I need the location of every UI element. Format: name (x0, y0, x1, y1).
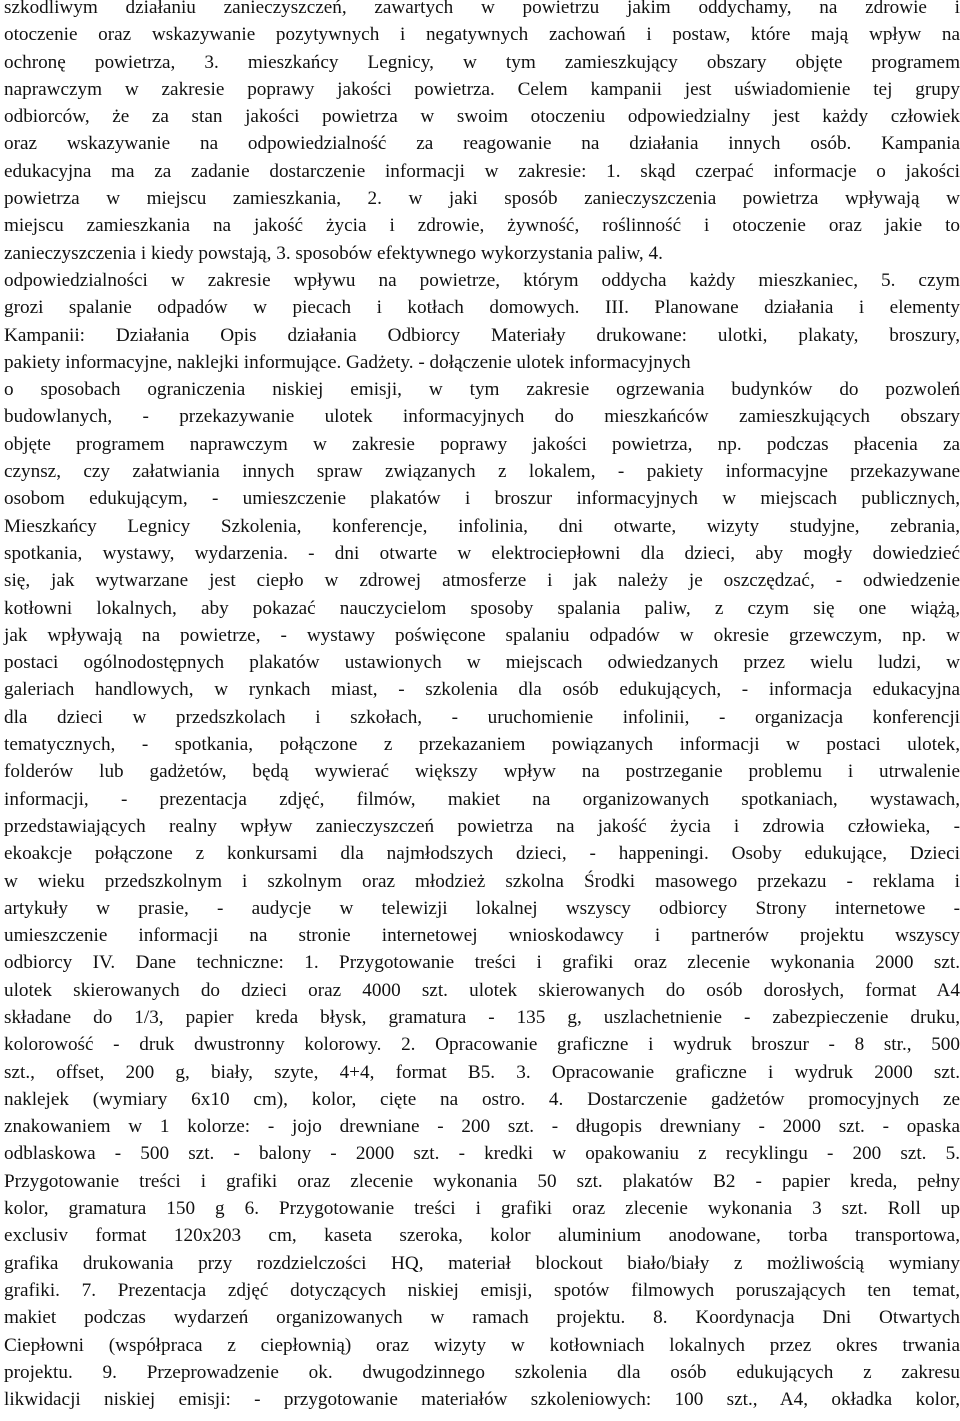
text-line: postaci ogólnodostępnych plakatów ustawionych w miejscach odwiedzanych przez wielu ludzi, w (4, 652, 960, 674)
text-line: budowlanych, - przekazywanie ulotek informacyjnych do mieszkańców zamieszkujących obszary (4, 406, 960, 428)
text-line: otoczenie oraz wskazywanie pozytywnych i negatywnych zachowań i postaw, które mają wpływ na (4, 24, 960, 46)
text-line: zanieczyszczenia i kiedy powstają, 3. sposobów efektywnego wykorzystania paliw, 4. (4, 242, 663, 264)
text-line: oraz wskazywanie na odpowiedzialność za reagowanie na działania innych osób. Kampania (4, 133, 960, 155)
text-line: edukacyjna ma za zadanie dostarczenie informacji w zakresie: 1. skąd czerpać informacje o jakości (4, 160, 960, 182)
text-line: Mieszkańcy Legnicy Szkolenia, konferencje, infolinia, dni otwarte, wizyty studyjne, zebrania, (4, 515, 960, 537)
text-line: odblaskowa - 500 szt. - balony - 2000 szt. - kredki w opakowaniu z recyklingu - 200 szt. 5. (4, 1143, 960, 1165)
text-line: się, jak wytwarzane jest ciepło w zdrowej atmosferze i jak należy je oszczędzać, - odwiedzenie (4, 570, 960, 592)
text-line: osobom edukującym, - umieszczenie plakatów i broszur informacyjnych w miejscach publicznych, (4, 488, 960, 510)
text-line: o sposobach ograniczenia niskiej emisji, w tym zakresie ogrzewania budynków do pozwoleń (4, 379, 960, 401)
text-line: powietrza w miejscu zamieszkania, 2. w jaki sposób zanieczyszczenia powietrza wpływają w (4, 188, 960, 210)
text-line: szkodliwym działaniu zanieczyszczeń, zawartych w powietrzu jakim oddychamy, na zdrowie i (4, 0, 960, 18)
text-line: naprawczym w zakresie poprawy jakości powietrza. Celem kampanii jest uświadomienie tej grupy (4, 78, 960, 100)
text-line: miejscu zamieszkania na jakość życia i zdrowie, żywność, roślinność i otoczenie oraz jakie to (4, 215, 960, 237)
text-line: informacji, - prezentacja zdjęć, filmów, makiet na organizowanych spotkaniach, wystawach, (4, 788, 960, 810)
text-line: szt., offset, 200 g, biały, szyte, 4+4, format B5. 3. Opracowanie graficzne i wydruk 2000 szt. (4, 1061, 960, 1083)
text-line: Kampanii: Działania Opis działania Odbiorcy Materiały drukowane: ulotki, plakaty, broszury, (4, 324, 960, 346)
text-line: ekoakcje połączone z konkursami dla najmłodszych dzieci, - happeningi. Osoby edukujące, Dzieci (4, 843, 960, 865)
text-line: przedstawiających realny wpływ zanieczyszczeń powietrza na jakość życia i zdrowia człowieka, - (4, 815, 960, 837)
text-line: folderów lub gadżetów, będą wywierać większy wpływ na postrzeganie problemu i utrwalenie (4, 761, 960, 783)
text-line: naklejek (wymiary 6x10 cm), kolor, cięte na ostro. 4. Dostarczenie gadżetów promocyjnych ze (4, 1088, 960, 1110)
text-line: ochronę powietrza, 3. mieszkańcy Legnicy, w tym zamieszkujący obszary objęte programem (4, 51, 960, 73)
text-line: znakowaniem w 1 kolorze: - jojo drewniane - 200 szt. - długopis drewniany - 2000 szt. - opaska (4, 1116, 960, 1138)
text-line: grozi spalanie odpadów w piecach i kotłach domowych. III. Planowane działania i elementy (4, 297, 960, 319)
text-line: objęte programem naprawczym w zakresie poprawy jakości powietrza, np. podczas płacenia za (4, 433, 960, 455)
text-line: galeriach handlowych, w rynkach miast, - szkolenia dla osób edukujących, - informacja edukacyjna (4, 679, 960, 701)
text-line: makiet podczas wydarzeń organizowanych w ramach projektu. 8. Koordynacja Dni Otwartych (4, 1307, 960, 1329)
text-line: exclusiv format 120x203 cm, kaseta szeroka, kolor aluminium anodowane, torba transportowa, (4, 1225, 960, 1247)
text-line: odpowiedzialności w zakresie wpływu na powietrze, którym oddycha każdy mieszkaniec, 5. czym (4, 269, 960, 291)
text-line: odbiorców, że za stan jakości powietrza w swoim otoczeniu odpowiedzialny jest każdy człowiek (4, 106, 960, 128)
text-line: grafika drukowania przy rozdzielczości HQ, materiał blockout biało/biały z możliwością wymiany (4, 1252, 960, 1274)
text-line: umieszczenie informacji na stronie internetowej wnioskodawcy i partnerów projektu wszyscy (4, 925, 960, 947)
text-line: tematycznych, - spotkania, połączone z przekazaniem powiązanych informacji w postaci ulotek, (4, 734, 960, 756)
text-line: czynsz, czy załatwiania innych spraw związanych z lokalem, - pakiety informacyjne przekazywane (4, 461, 960, 483)
text-line: dla dzieci w przedszkolach i szkołach, - uruchomienie infolinii, - organizacja konferencji (4, 706, 960, 728)
text-line: kolor, gramatura 150 g 6. Przygotowanie treści i grafiki oraz zlecenie wykonania 3 szt. Roll up (4, 1198, 960, 1220)
text-line: likwidacji niskiej emisji: - przygotowanie materiałów szkoleniowych: 100 szt., A4, okładka kolor, (4, 1389, 960, 1411)
text-line: Ciepłowni (współpraca z ciepłownią) oraz wizyty w kotłowniach lokalnych przez okres trwania (4, 1334, 960, 1356)
document-body (4, 0, 960, 1413)
text-line: jak wpływają na powietrze, - wystawy poświęcone spalaniu odpadów w okresie grzewczym, np. w (4, 624, 960, 646)
text-line: odbiorcy IV. Dane techniczne: 1. Przygotowanie treści i grafiki oraz zlecenie wykonania 2000 szt. (4, 952, 960, 974)
text-line: grafiki. 7. Prezentacja zdjęć dotyczących niskiej emisji, spotów filmowych poruszających ten temat, (4, 1279, 960, 1301)
text-line: projektu. 9. Przeprowadzenie ok. dwugodzinnego szkolenia dla osób edukujących z zakresu (4, 1361, 960, 1383)
text-line: ulotek skierowanych do dzieci oraz 4000 szt. ulotek skierowanych do osób dorosłych, format A4 (4, 979, 960, 1001)
text-line: kolorowość - druk dwustronny kolorowy. 2. Opracowanie graficzne i wydruk broszur - 8 str., 500 (4, 1034, 960, 1056)
text-line: w wieku przedszkolnym i szkolnym oraz młodzież szkolna Środki masowego przekazu - reklama i (4, 870, 960, 892)
text-line: pakiety informacyjne, naklejki informujące. Gadżety. - dołączenie ulotek informacyjnych (4, 351, 691, 373)
text-line: spotkania, wystawy, wydarzenia. - dni otwarte w elektrociepłowni dla dzieci, aby mogły dowiedzieć (4, 542, 960, 564)
text-line: kotłowni lokalnych, aby pokazać nauczycielom sposoby spalania paliw, z czym się one wiążą, (4, 597, 960, 619)
text-line: składane do 1/3, papier kreda błysk, gramatura - 135 g, uszlachetnienie - zabezpieczenie druku, (4, 1006, 960, 1028)
text-line: artykuły w prasie, - audycje w telewizji lokalnej wszyscy odbiorcy Strony internetowe - (4, 897, 960, 919)
text-line: Przygotowanie treści i grafiki oraz zlecenie wykonania 50 szt. plakatów B2 - papier kreda, pełny (4, 1170, 960, 1192)
